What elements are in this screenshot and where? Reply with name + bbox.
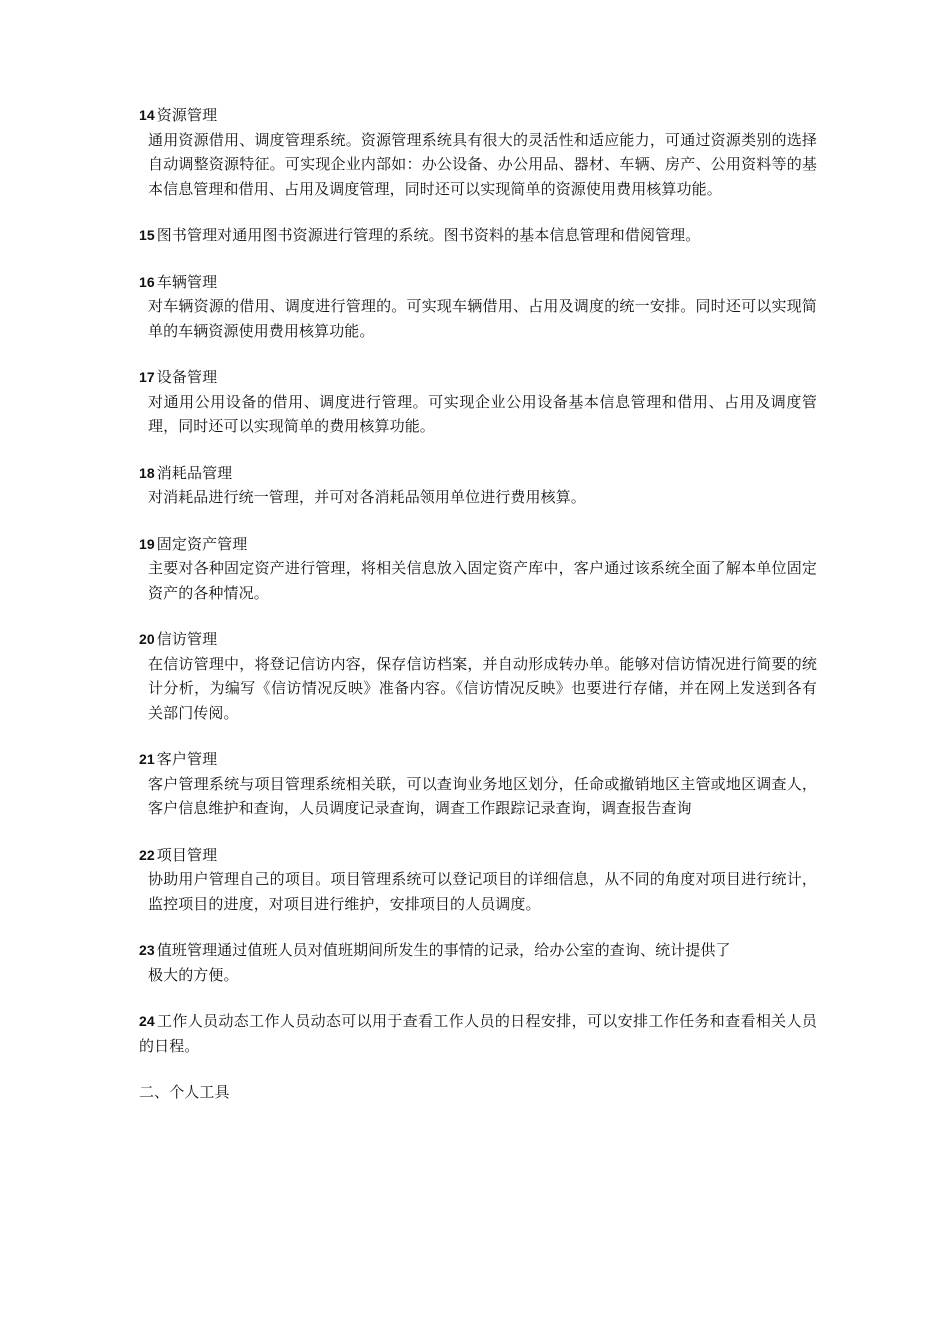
item-title: 车辆管理 [156,272,218,291]
item-heading [139,1009,817,1058]
item-number: 24 [139,1013,155,1029]
item-heading [139,843,817,868]
item-body: 主要对各种固定资产进行管理，将相关信息放入固定资产库中，客户通过该系统全面了解本单位固定资产的各种情况。 [148,559,817,602]
item-heading [139,532,817,557]
item-title: 消耗品管理 [156,463,233,482]
item-title: 资源管理 [156,106,218,124]
item-heading [139,938,817,963]
item-24 [139,1009,817,1058]
item-number: 20 [139,631,155,647]
item-number: 14 [139,107,155,123]
item-number: 18 [139,464,155,481]
item-number: 23 [139,942,155,958]
item-number: 17 [139,369,155,385]
item-number: 21 [139,751,155,767]
item-body: 客户管理系统与项目管理系统相关联，可以查询业务地区划分，任命或撤销地区主管或地区调查人，客户信息维护和查询，人员调度记录查询，调查工作跟踪记录查询，调查报告查询 [148,774,817,817]
item-23 [139,938,817,987]
item-17 [139,365,817,439]
item-heading [139,103,817,128]
item-heading [139,747,817,772]
item-body: 协助用户管理自己的项目。项目管理系统可以登记项目的详细信息，从不同的角度对项目进行统计，监控项目的进度，对项目进行维护，安排项目的人员调度。 [148,870,817,913]
item-title: 设备管理 [156,368,218,386]
item-body: 在信访管理中，将登记信访内容，保存信访档案，并自动形成转办单。能够对信访情况进行简要的统计分析，为编写《信访情况反映》准备内容。《信访情况反映》也要进行存储，并在网上发送到各有关部门传阅。 [148,654,817,722]
document-body [139,103,817,1127]
item-number: 15 [139,227,155,243]
item-title: 值班管理通过值班人员对值班期间所发生的事情的记录，给办公室的查询、统计提供了 [156,941,731,959]
item-20 [139,627,817,725]
item-body: 对通用公用设备的借用、调度进行管理。可实现企业公用设备基本信息管理和借用、占用及调度管理，同时还可以实现简单的费用核算功能。 [148,392,817,435]
item-title: 图书管理对通用图书资源进行管理的系统。图书资料的基本信息管理和借阅管理。 [156,226,701,244]
item-title-continuation: 极大的方便。 [148,965,239,984]
item-title: 信访管理 [156,630,218,648]
item-heading [139,223,817,248]
item-15 [139,223,817,248]
item-21 [139,747,817,821]
item-heading [139,627,817,652]
item-body: 对消耗品进行统一管理，并可对各消耗品领用单位进行费用核算。 [148,488,586,506]
section-heading-block [139,1080,817,1105]
item-22 [139,843,817,917]
item-title: 项目管理 [156,845,218,864]
item-body: 通用资源借用、调度管理系统。资源管理系统具有很大的灵活性和适应能力，可通过资源类别的选择自动调整资源特征。可实现企业内部如：办公设备、办公用品、器材、车辆、房产、公用资料等的基本信息管理和借用、占用及调度管理，同时还可以实现简单的资源使用费用核算功能。 [148,130,817,198]
item-19 [139,532,817,606]
item-heading [139,365,817,390]
item-18 [139,461,817,510]
item-16 [139,270,817,344]
item-title: 固定资产管理 [156,534,248,553]
item-title: 客户管理 [156,750,218,768]
item-14 [139,103,817,201]
item-number: 22 [139,846,155,863]
item-heading [139,270,817,295]
item-title: 工作人员动态工作人员动态可以用于查看工作人员的日程安排，可以安排工作任务和查看相关人员的日程。 [139,1012,817,1055]
item-body: 对车辆资源的借用、调度进行管理的。可实现车辆借用、占用及调度的统一安排。同时还可以实现简单的车辆资源使用费用核算功能。 [148,297,817,340]
section-heading: 二、个人工具 [139,1083,230,1101]
item-number: 16 [139,273,155,290]
item-heading [139,461,817,486]
item-number: 19 [139,535,155,552]
